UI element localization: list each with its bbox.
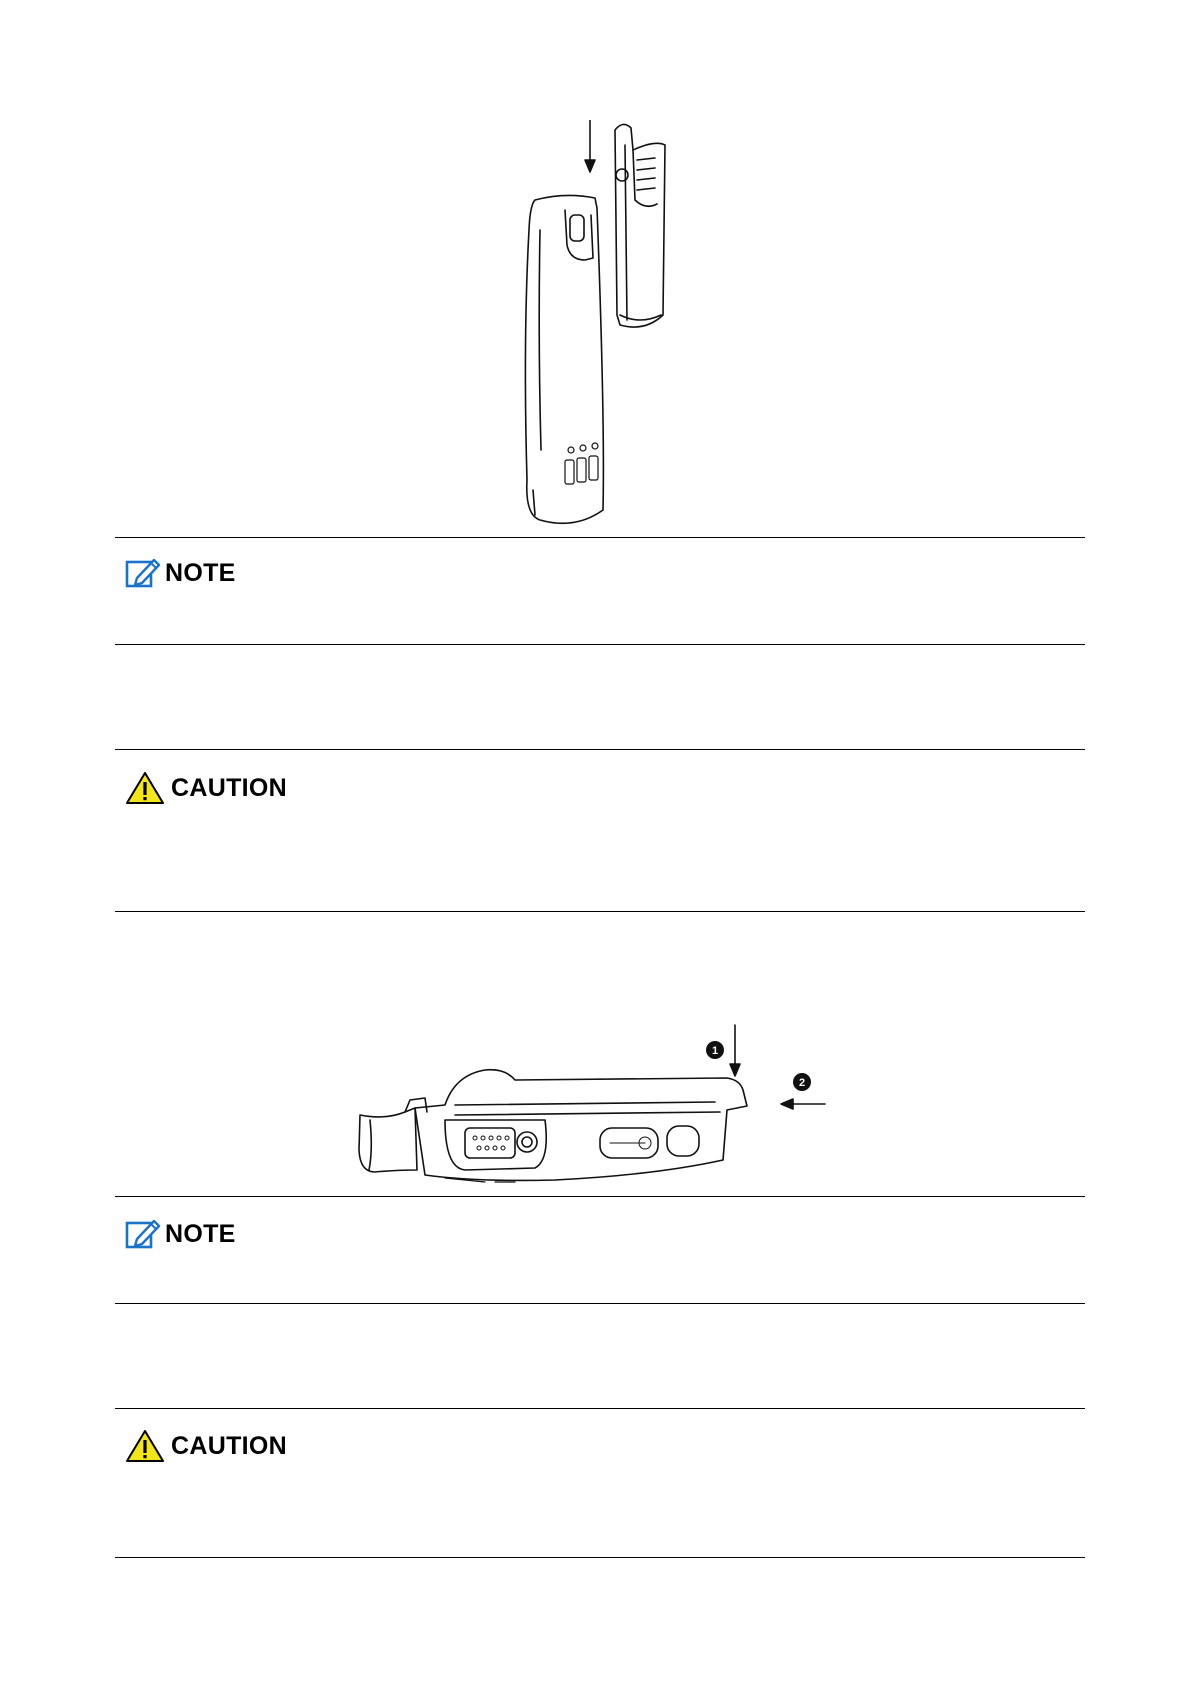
- caution-label: CAUTION: [171, 1431, 287, 1460]
- battery-panel: [525, 195, 603, 523]
- step-one-marker-icon: [706, 1041, 724, 1059]
- callout-bottom-rule: [115, 644, 1085, 645]
- battery-latch-release-figure: [355, 1020, 845, 1185]
- caution-label: CAUTION: [171, 773, 287, 802]
- caution-callout-header: [125, 1428, 287, 1464]
- belt-clip: [615, 124, 665, 327]
- callout-bottom-rule: [115, 1557, 1085, 1558]
- callout-top-rule: [115, 1408, 1085, 1409]
- callout-top-rule: [115, 1196, 1085, 1197]
- note-callout-header: [125, 556, 236, 590]
- note-pencil-icon: [125, 556, 161, 590]
- step-two-marker-icon: [793, 1073, 811, 1091]
- note-label: NOTE: [165, 558, 236, 587]
- step-two-arrow-icon: [781, 1099, 825, 1109]
- callout-top-rule: [115, 537, 1085, 538]
- radio-side-view: [359, 1070, 747, 1182]
- down-arrow-icon: [585, 120, 595, 172]
- callout-bottom-rule: [115, 911, 1085, 912]
- note-label: NOTE: [165, 1219, 236, 1248]
- step-one-arrow-icon: [730, 1025, 740, 1076]
- belt-clip-installation-figure: [505, 120, 685, 530]
- callout-bottom-rule: [115, 1303, 1085, 1304]
- caution-warning-icon: [125, 1428, 165, 1464]
- note-pencil-icon: [125, 1217, 161, 1251]
- callout-top-rule: [115, 749, 1085, 750]
- note-callout-header: [125, 1217, 236, 1251]
- caution-warning-icon: [125, 770, 165, 806]
- step-two-label: 2: [798, 1077, 806, 1089]
- step-one-label: 1: [711, 1045, 719, 1057]
- caution-callout-header: [125, 770, 287, 806]
